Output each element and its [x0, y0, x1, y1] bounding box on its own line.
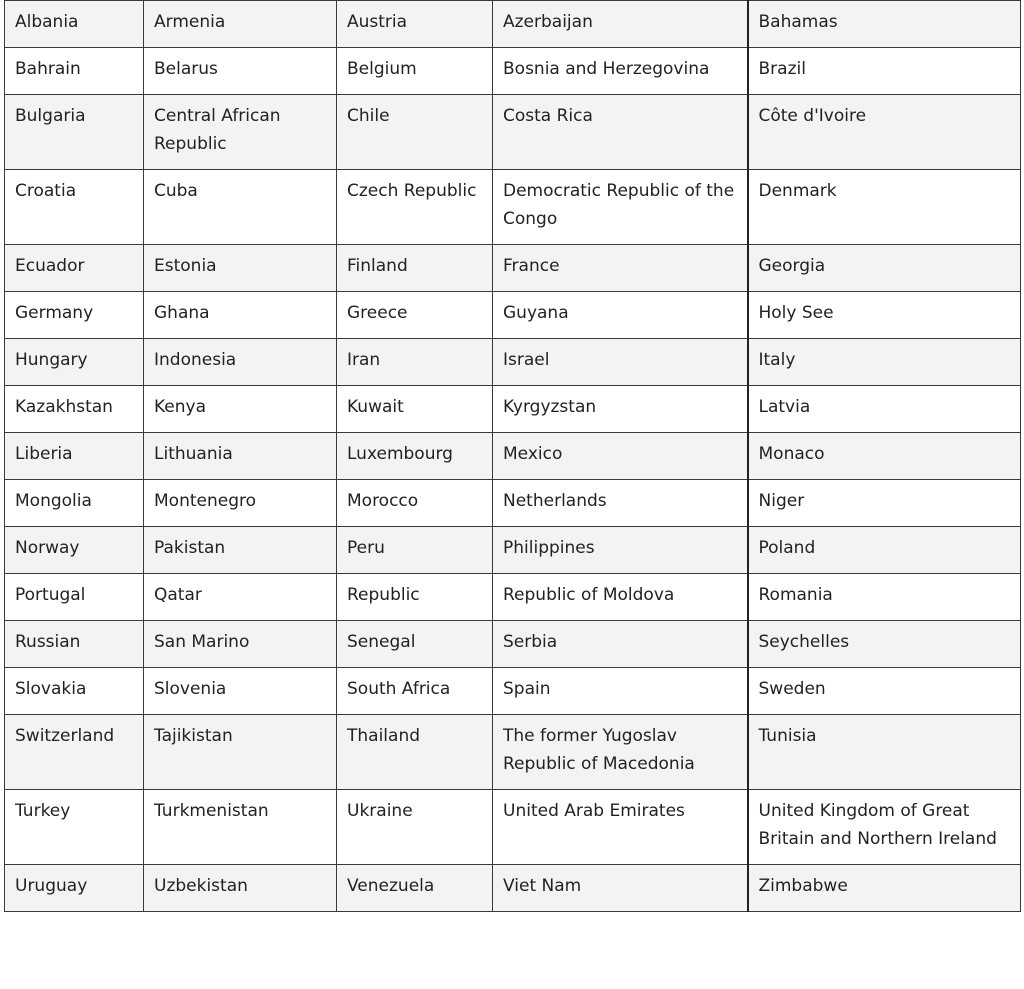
table-row: [5, 170, 1021, 245]
table-cell: Brazil: [748, 48, 1021, 95]
table-cell: Kuwait: [337, 386, 493, 433]
table-row: [5, 574, 1021, 621]
table-cell: South Africa: [337, 668, 493, 715]
country-table: [4, 0, 1021, 912]
table-cell: Costa Rica: [493, 95, 748, 170]
table-cell: United Kingdom of Great Britain and Northern Ireland: [748, 790, 1021, 865]
table-row: [5, 95, 1021, 170]
table-cell: Bulgaria: [5, 95, 144, 170]
table-cell: Guyana: [493, 292, 748, 339]
table-cell: Uruguay: [5, 865, 144, 912]
table-cell: Belarus: [144, 48, 337, 95]
table-cell: Republic: [337, 574, 493, 621]
table-cell: Austria: [337, 1, 493, 48]
table-cell: Armenia: [144, 1, 337, 48]
country-table-body: [5, 1, 1021, 912]
table-cell: Russian: [5, 621, 144, 668]
table-cell: Czech Republic: [337, 170, 493, 245]
table-cell: San Marino: [144, 621, 337, 668]
table-row: [5, 865, 1021, 912]
table-row: [5, 715, 1021, 790]
table-row: [5, 1, 1021, 48]
table-cell: Turkmenistan: [144, 790, 337, 865]
table-row: [5, 790, 1021, 865]
table-cell: Netherlands: [493, 480, 748, 527]
table-cell: Senegal: [337, 621, 493, 668]
table-cell: Zimbabwe: [748, 865, 1021, 912]
table-cell: Norway: [5, 527, 144, 574]
table-cell: Viet Nam: [493, 865, 748, 912]
table-cell: Turkey: [5, 790, 144, 865]
table-cell: Republic of Moldova: [493, 574, 748, 621]
table-cell: Finland: [337, 245, 493, 292]
table-cell: Monaco: [748, 433, 1021, 480]
table-cell: Peru: [337, 527, 493, 574]
table-cell: Ukraine: [337, 790, 493, 865]
table-cell: Italy: [748, 339, 1021, 386]
table-cell: Israel: [493, 339, 748, 386]
table-cell: Bosnia and Herzegovina: [493, 48, 748, 95]
table-cell: Côte d'Ivoire: [748, 95, 1021, 170]
table-cell: Mongolia: [5, 480, 144, 527]
table-cell: Central African Republic: [144, 95, 337, 170]
table-row: [5, 527, 1021, 574]
table-cell: Estonia: [144, 245, 337, 292]
table-cell: Switzerland: [5, 715, 144, 790]
table-cell: Albania: [5, 1, 144, 48]
table-cell: Belgium: [337, 48, 493, 95]
table-cell: Bahamas: [748, 1, 1021, 48]
table-row: [5, 433, 1021, 480]
table-cell: Holy See: [748, 292, 1021, 339]
table-cell: The former Yugoslav Republic of Macedonia: [493, 715, 748, 790]
table-cell: Venezuela: [337, 865, 493, 912]
table-cell: France: [493, 245, 748, 292]
table-row: [5, 668, 1021, 715]
table-cell: Cuba: [144, 170, 337, 245]
table-cell: Denmark: [748, 170, 1021, 245]
table-row: [5, 245, 1021, 292]
table-cell: Liberia: [5, 433, 144, 480]
country-table-container: [4, 0, 1020, 912]
table-row: [5, 339, 1021, 386]
table-cell: Pakistan: [144, 527, 337, 574]
table-row: [5, 292, 1021, 339]
table-cell: Greece: [337, 292, 493, 339]
table-cell: Bahrain: [5, 48, 144, 95]
table-cell: Chile: [337, 95, 493, 170]
table-cell: Democratic Republic of the Congo: [493, 170, 748, 245]
table-cell: Thailand: [337, 715, 493, 790]
table-cell: Slovenia: [144, 668, 337, 715]
table-cell: Germany: [5, 292, 144, 339]
table-cell: Kenya: [144, 386, 337, 433]
table-row: [5, 480, 1021, 527]
table-cell: Philippines: [493, 527, 748, 574]
table-cell: Mexico: [493, 433, 748, 480]
table-cell: Morocco: [337, 480, 493, 527]
table-cell: Iran: [337, 339, 493, 386]
table-cell: Indonesia: [144, 339, 337, 386]
table-cell: Seychelles: [748, 621, 1021, 668]
table-cell: Latvia: [748, 386, 1021, 433]
table-cell: Poland: [748, 527, 1021, 574]
table-cell: Slovakia: [5, 668, 144, 715]
table-cell: Qatar: [144, 574, 337, 621]
table-cell: Spain: [493, 668, 748, 715]
table-cell: Ghana: [144, 292, 337, 339]
table-row: [5, 386, 1021, 433]
table-cell: Niger: [748, 480, 1021, 527]
table-cell: Uzbekistan: [144, 865, 337, 912]
table-cell: Lithuania: [144, 433, 337, 480]
table-cell: Serbia: [493, 621, 748, 668]
table-cell: Croatia: [5, 170, 144, 245]
table-cell: Georgia: [748, 245, 1021, 292]
table-cell: Hungary: [5, 339, 144, 386]
table-cell: Ecuador: [5, 245, 144, 292]
table-cell: Tajikistan: [144, 715, 337, 790]
table-cell: Azerbaijan: [493, 1, 748, 48]
table-cell: Kyrgyzstan: [493, 386, 748, 433]
table-row: [5, 621, 1021, 668]
table-cell: Tunisia: [748, 715, 1021, 790]
table-cell: Romania: [748, 574, 1021, 621]
table-cell: Luxembourg: [337, 433, 493, 480]
table-row: [5, 48, 1021, 95]
table-cell: Montenegro: [144, 480, 337, 527]
table-cell: Kazakhstan: [5, 386, 144, 433]
table-cell: United Arab Emirates: [493, 790, 748, 865]
table-cell: Portugal: [5, 574, 144, 621]
table-cell: Sweden: [748, 668, 1021, 715]
